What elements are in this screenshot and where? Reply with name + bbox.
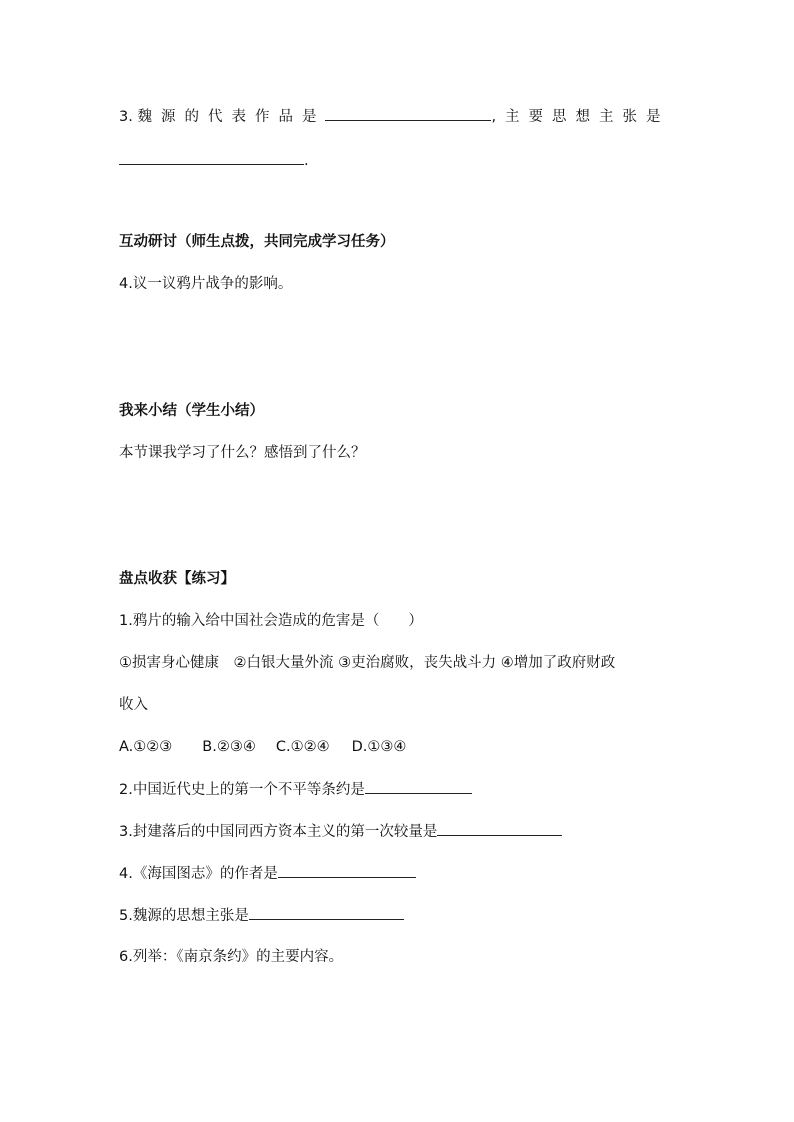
practice-heading: 盘点收获【练习】 [119,571,235,587]
question-text: 魏源的代表作品是 [137,109,326,125]
practice-q1-choices [119,737,406,757]
practice-question-4 [119,863,416,884]
answer-blank[interactable] [278,863,416,878]
summary-prompt: 本节课我学习了什么？感悟到了什么？ [119,445,366,461]
interactive-question-4: 4.议一议鸦片战争的影响。 [119,276,293,292]
pre-question-3 [119,106,670,127]
answer-blank-works[interactable] [325,106,491,121]
practice-question-3 [119,821,562,842]
interactive-heading: 互动研讨（师生点拨，共同完成学习任务） [119,234,395,250]
question-text-mid: ,主要思想主张是 [491,109,670,125]
answer-blank[interactable] [437,821,562,836]
question-text: 3.封建落后的中国同西方资本主义的第一次较量是 [119,824,438,840]
pre-question-3-continued [119,150,309,171]
summary-heading: 我来小结（学生小结） [119,403,264,419]
question-number: 3. [119,109,133,125]
practice-question-1: 1.鸦片的输入给中国社会造成的危害是（ ） [119,613,423,629]
question-text: 4.《海国图志》的作者是 [119,866,278,882]
practice-question-6: 6.列举：《南京条约》的主要内容。 [119,949,344,965]
question-text: 2.中国近代史上的第一个不平等条约是 [119,782,365,798]
question-end: . [304,153,309,169]
answer-blank[interactable] [365,779,472,794]
choice-a[interactable]: A.①②③ [119,739,173,755]
question-text: 5.魏源的思想主张是 [119,908,249,924]
answer-blank[interactable] [249,905,404,920]
answer-blank-ideas[interactable] [119,150,304,165]
choice-b[interactable]: B.②③④ [202,739,256,755]
practice-question-2 [119,779,472,800]
practice-question-5 [119,905,404,926]
practice-q1-options: ①损害身心健康 ②白银大量外流 ③吏治腐败，丧失战斗力 ④增加了政府财政 [119,655,616,671]
choice-c[interactable]: C.①②④ [275,739,330,755]
choice-d[interactable]: D.①③④ [351,739,407,755]
practice-q1-options-continued: 收入 [119,697,148,713]
